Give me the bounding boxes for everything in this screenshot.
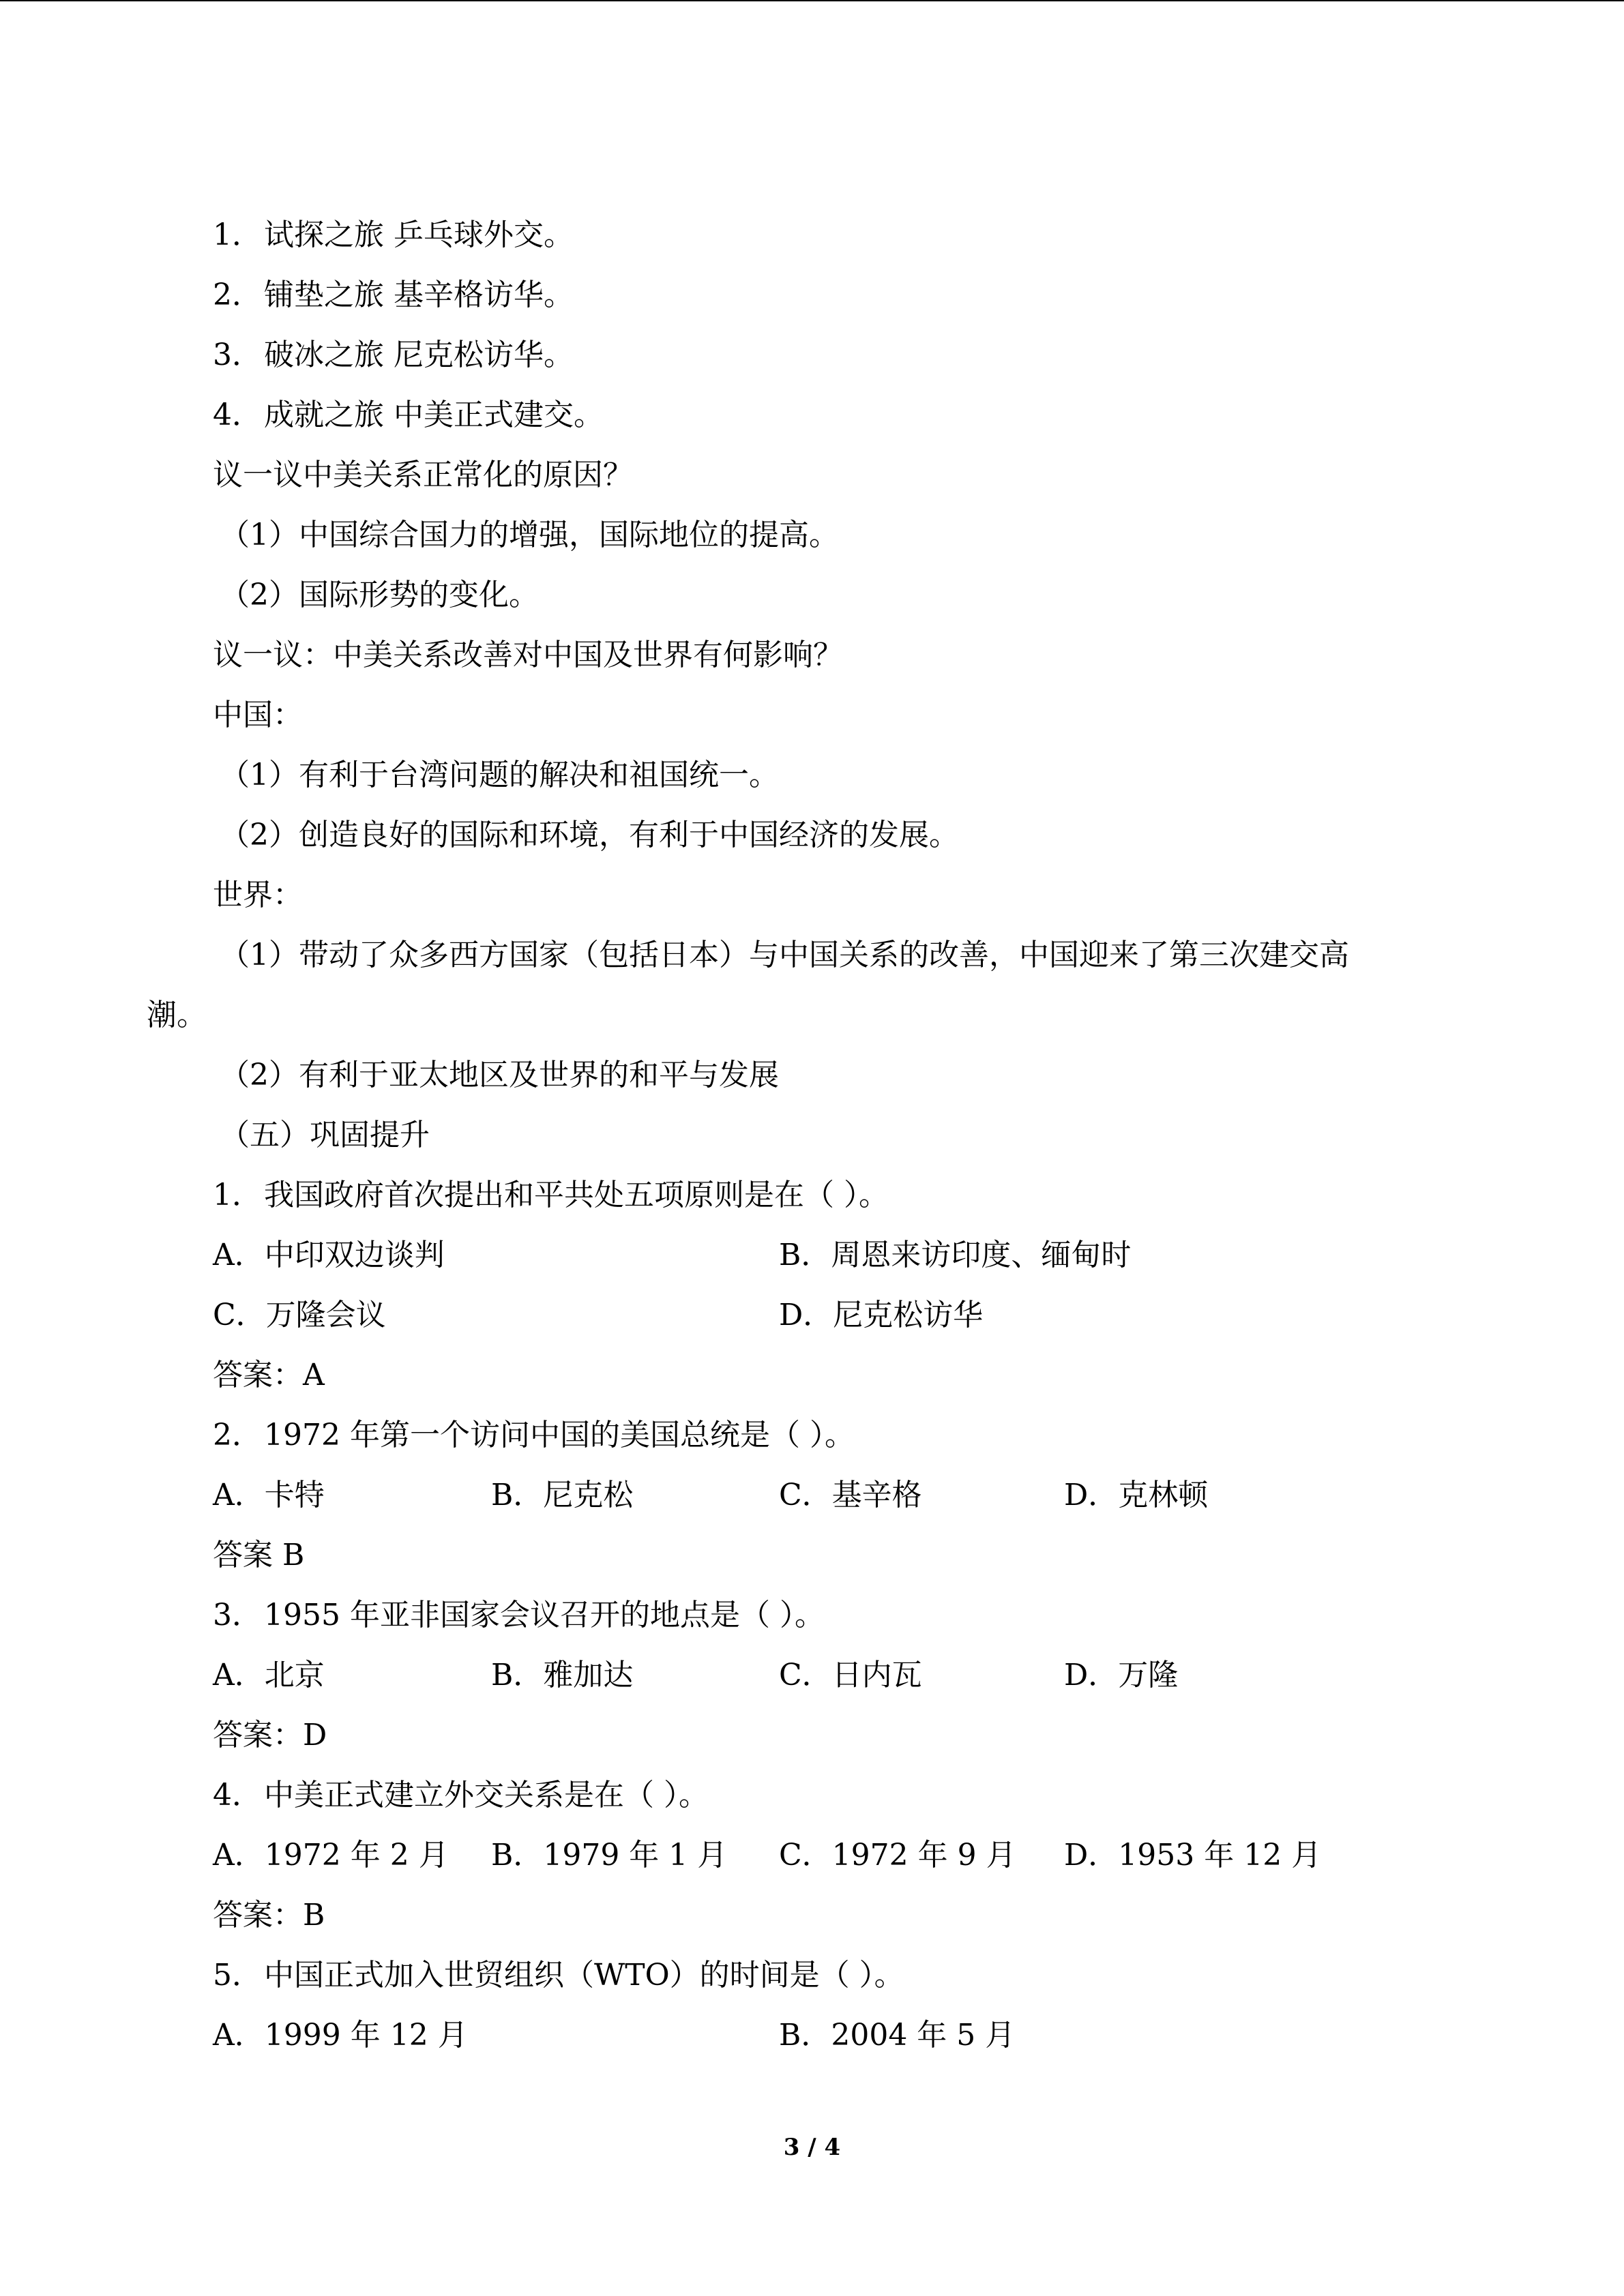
answer: 答案：D <box>213 1718 327 1753</box>
option: A．北京 <box>213 1658 325 1693</box>
journey-number: 3． <box>213 338 262 372</box>
option: C．万隆会议 <box>213 1298 386 1332</box>
option: C．基辛格 <box>779 1478 922 1512</box>
question-stem <box>213 1175 889 1216</box>
journey-item <box>213 215 574 256</box>
world-point-continuation: 潮。 <box>147 998 207 1032</box>
journey-item <box>213 395 604 436</box>
china-label: 中国： <box>213 698 303 732</box>
answer: 答案 B <box>213 1538 305 1572</box>
journey-number: 1． <box>213 218 262 252</box>
option: A．1999 年 12 月 <box>213 2018 468 2053</box>
question-stem <box>213 1775 709 1816</box>
discussion-question: 议一议中美关系正常化的原因？ <box>213 458 633 492</box>
journey-number: 4． <box>213 398 262 432</box>
question-number: 4． <box>213 1778 262 1813</box>
journey-number: 2． <box>213 278 262 312</box>
world-point: （1）带动了众多西方国家（包括日本）与中国关系的改善，中国迎来了第三次建交高 <box>220 938 1349 972</box>
page-number: 3 / 4 <box>783 2134 841 2161</box>
question-number: 2． <box>213 1418 262 1452</box>
option: B．1979 年 1 月 <box>491 1838 728 1873</box>
option: D．尼克松访华 <box>779 1298 984 1332</box>
question-number: 3． <box>213 1598 262 1632</box>
discussion-question: 议一议：中美关系改善对中国及世界有何影响？ <box>213 638 843 672</box>
option: A．1972 年 2 月 <box>213 1838 449 1873</box>
world-label: 世界： <box>213 878 303 912</box>
option: B．尼克松 <box>491 1478 634 1512</box>
option: C．日内瓦 <box>779 1658 922 1693</box>
question-text: 中美正式建立外交关系是在（ ）。 <box>264 1778 709 1813</box>
option: B．雅加达 <box>491 1658 634 1693</box>
world-point: （2）有利于亚太地区及世界的和平与发展 <box>220 1058 779 1092</box>
option: D．1953 年 12 月 <box>1064 1838 1322 1873</box>
journey-item <box>213 335 574 376</box>
journey-text: 试探之旅 乒乓球外交。 <box>264 218 574 252</box>
discussion-answer: （2）国际形势的变化。 <box>220 578 539 612</box>
journey-text: 成就之旅 中美正式建交。 <box>264 398 604 432</box>
journey-item <box>213 275 574 316</box>
question-number: 1． <box>213 1178 262 1212</box>
china-point: （2）创造良好的国际和环境，有利于中国经济的发展。 <box>220 818 959 852</box>
question-text: 1955 年亚非国家会议召开的地点是（ ）。 <box>264 1598 825 1632</box>
section-title: （五）巩固提升 <box>220 1118 430 1152</box>
question-text: 我国政府首次提出和平共处五项原则是在（ ）。 <box>264 1178 889 1212</box>
option: B．周恩来访印度、缅甸时 <box>779 1238 1132 1272</box>
journey-text: 铺垫之旅 基辛格访华。 <box>264 278 574 312</box>
discussion-answer: （1）中国综合国力的增强，国际地位的提高。 <box>220 518 839 552</box>
question-stem <box>213 1595 825 1636</box>
option: A．卡特 <box>213 1478 325 1512</box>
option: D．万隆 <box>1064 1658 1179 1693</box>
question-number: 5． <box>213 1958 262 1993</box>
top-border-line <box>0 0 1624 1</box>
question-stem <box>213 1955 904 1996</box>
question-stem <box>213 1415 855 1456</box>
answer: 答案：A <box>213 1358 325 1392</box>
question-text: 中国正式加入世贸组织（WTO）的时间是（ ）。 <box>264 1958 904 1993</box>
china-point: （1）有利于台湾问题的解决和祖国统一。 <box>220 758 779 792</box>
option: B．2004 年 5 月 <box>779 2018 1016 2053</box>
option: C．1972 年 9 月 <box>779 1838 1016 1873</box>
option: A．中印双边谈判 <box>213 1238 445 1272</box>
answer: 答案：B <box>213 1898 325 1933</box>
journey-text: 破冰之旅 尼克松访华。 <box>264 338 574 372</box>
question-text: 1972 年第一个访问中国的美国总统是（ ）。 <box>264 1418 855 1452</box>
option: D．克林顿 <box>1064 1478 1209 1512</box>
